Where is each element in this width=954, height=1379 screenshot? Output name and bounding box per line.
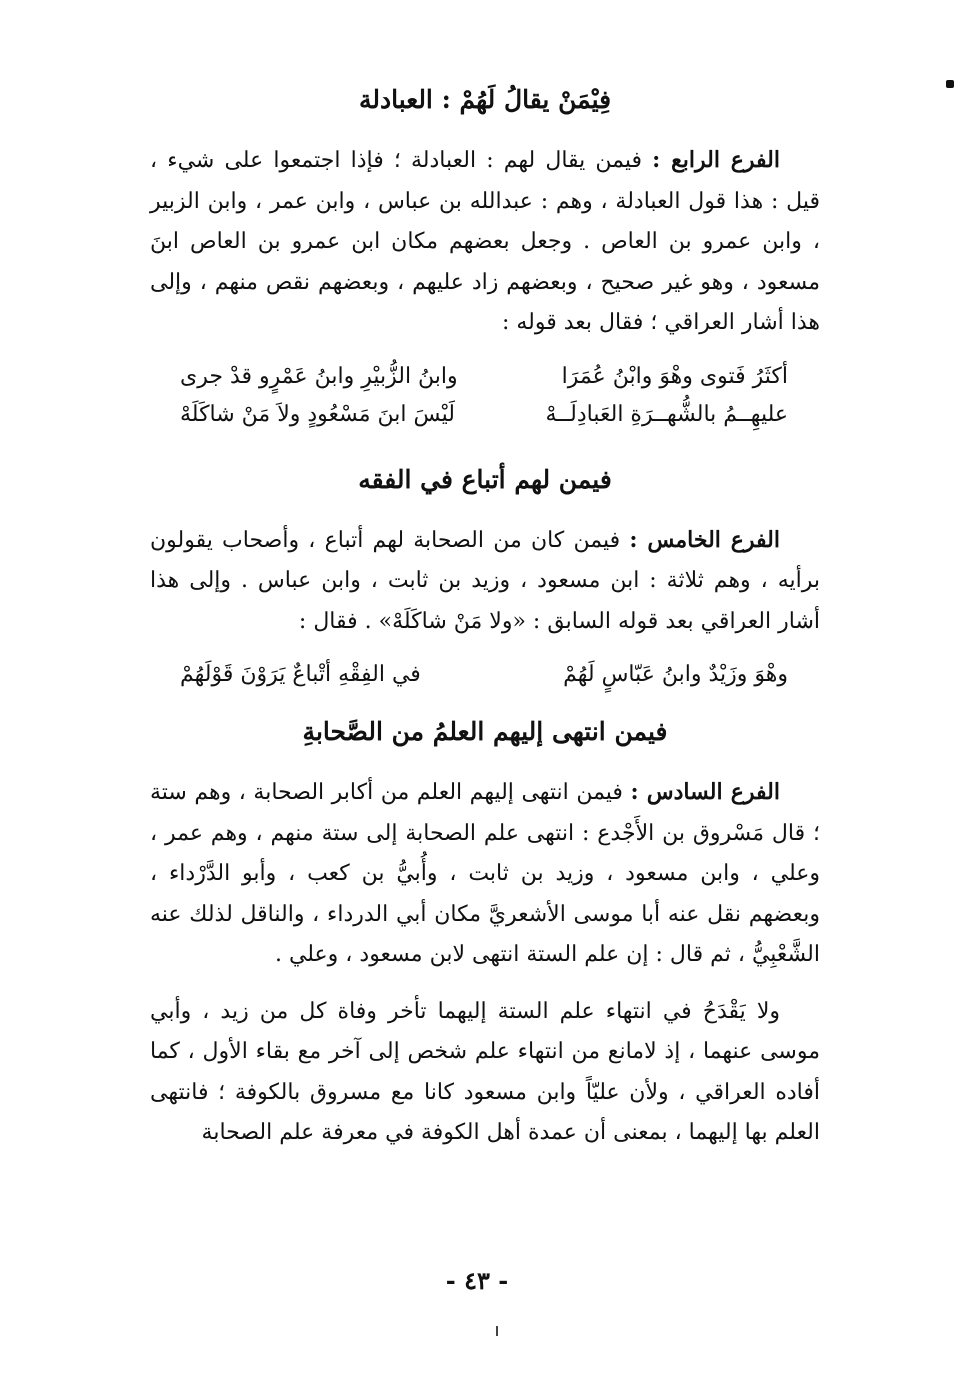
poem-verse — [150, 396, 820, 434]
poem-verse — [150, 358, 820, 396]
branch-6-text: فيمن انتهى إليهم العلم من أكابر الصحابة ، وهم ستة ؛ قال مَسْروق بن الأَجْدع : انتهى علم الصحابة إلى ستة منهم ، وهم عمر ، وعلي ، وابن مسعود ، وزيد بن ثابت ، وأُبيُّ بن كعب ، وأبو الدَّرْداء ، وبعضهم نقل عنه أبا موسى الأشعريَّ مكان أبي الدرداء ، والناقل لذلك عنه الشَّعْبِيُّ ، ثم قال : إن علم الستة انتهى لابن مسعود ، وعلي . — [150, 780, 820, 967]
paragraph-branch-6 — [150, 772, 820, 976]
scan-mark — [946, 80, 954, 88]
branch-4-title: الفرع الرابع : — [652, 147, 780, 173]
branch-6-title: الفرع السادس : — [630, 779, 780, 805]
poem-followers — [150, 656, 820, 694]
verse-first-hemistich: أكثَرُ فَتوى وهْوَ وابْنُ عُمَرَا — [561, 363, 788, 389]
paragraph-branch-4 — [150, 140, 820, 344]
branch-4-text: فيمن يقال لهم : العبادلة ؛ فإذا اجتمعوا على شيء ، قيل : هذا قول العبادلة ، وهم : عبدالله بن عباس ، وابن عمر ، وابن الزبير ، وابن عمرو بن العاص . وجعل بعضهم مكان ابن عمرو بن العاص ابنَ مسعود ، وهو غير صحيح ، وبعضهم زاد عليهم ، وبعضهم نقص منهم ، وإلى هذا أشار العراقي ؛ فقال بعد قوله : — [150, 148, 820, 335]
branch-5-title: الفرع الخامس : — [629, 526, 780, 553]
branch-5-text: فيمن كان من الصحابة لهم أتباع ، وأصحاب يقولون برأيه ، وهم ثلاثة : ابن مسعود ، وزيد بن ثابت ، وابن عباس . وإلى هذا أشار العراقي بعد قوله السابق : «ولا مَنْ شاكَلَهْ» . فقال : — [150, 527, 820, 634]
page-number: - ٤٣ - — [445, 1266, 509, 1295]
verse-second-hemistich: في الفِقْهِ أتْباعٌ يَرَوْنَ قَوْلَهُمْ — [180, 662, 421, 687]
scan-mark-bottom — [496, 1326, 498, 1336]
verse-second-hemistich: وابنُ الزُّبيْرِ وابنُ عَمْرٍو قدْ جرى — [180, 363, 458, 389]
poem-verse — [150, 656, 820, 694]
verse-first-hemistich: عليهِــمُ بالشُّهــرَةِ العَبادِلَــهْ — [545, 401, 788, 427]
page-body — [150, 70, 820, 1154]
paragraph-closing: ولا يَقْدَحُ في انتهاء علم الستة إليهما تأخر وفاة كل من زيد ، وأبي موسى عنهما ، إذ لامانع من انتهاء علم شخص إلى آخر مع بقاء الأول ، كما أفاده العراقي ، ولأن عليّاً وابن مسعود كانا مع مسروق بالكوفة ؛ فانتهى العلم بها إليهما ، بمعنى أن عمدة أهل الكوفة في معرفة علم الصحابة — [150, 998, 820, 1145]
verse-second-hemistich: لَيْسَ ابنَ مَسْعُودٍ ولاَ مَنْ شاكَلَهْ — [180, 401, 455, 427]
paragraph-branch-5 — [150, 520, 820, 643]
poem-abadila — [150, 358, 820, 434]
section-heading-followers: فيمن لهم أتباع في الفقه — [358, 464, 612, 494]
section-heading-abadila: فِيْمَنْ يقالُ لَهُمْ : العبادلة — [358, 85, 612, 114]
verse-first-hemistich: وهْوَ وزَيْدٌ وابنُ عَبّاسٍ لَهُمْ — [563, 662, 788, 687]
section-heading-knowledge: فيمن انتهى إليهم العلمُ من الصَّحابةِ — [302, 717, 668, 746]
